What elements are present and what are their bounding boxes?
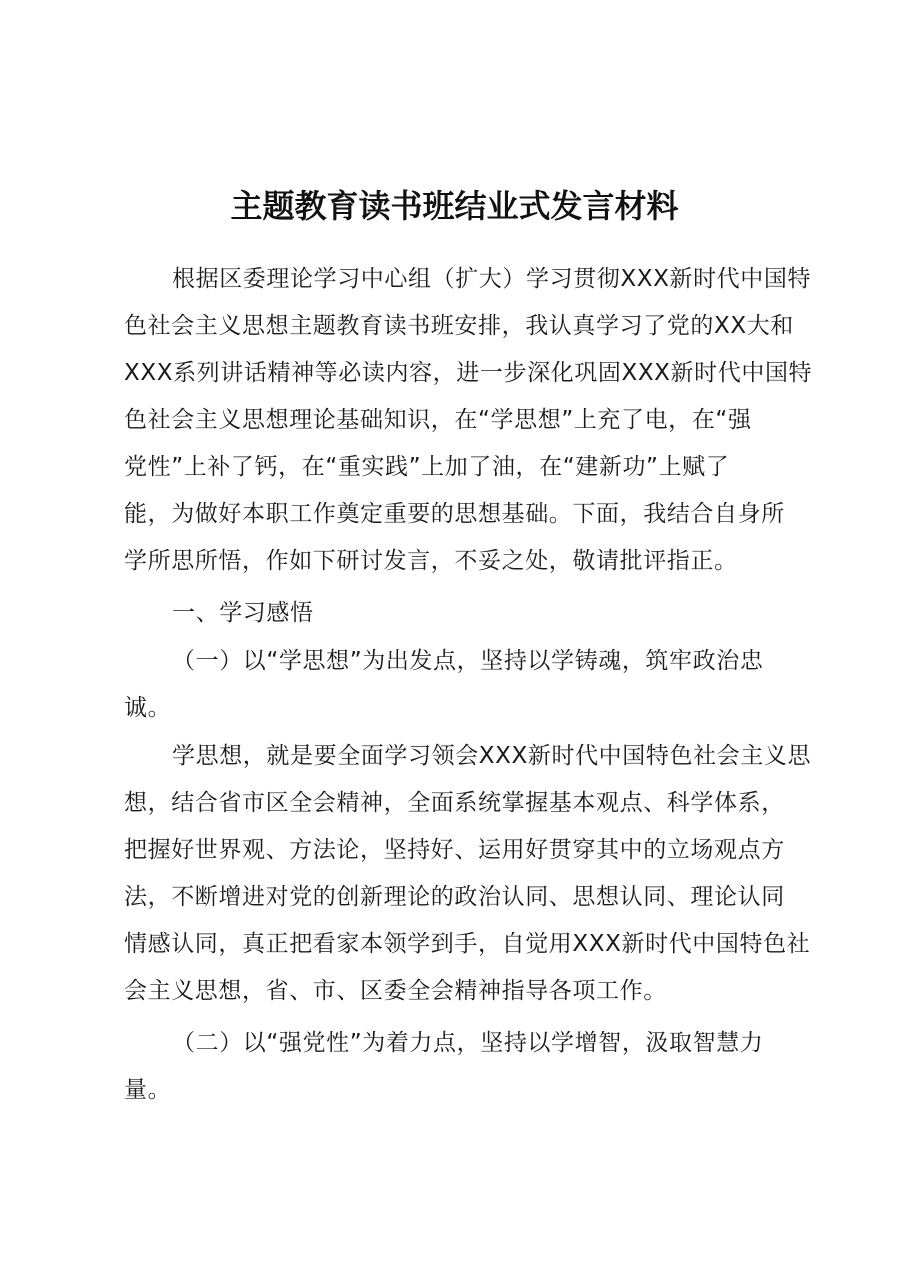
paragraph-line: 根据区委理论学习中心组（扩大）学习贯彻XXX新时代中国特 [172, 266, 812, 292]
paragraph-line: 会主义思想，省、市、区委全会精神指导各项工作。 [124, 978, 667, 1004]
subheading-line: （二）以“强党性”为着力点，坚持以学增智，汲取智慧力 [172, 1030, 764, 1056]
subheading-1 [124, 638, 824, 732]
paragraph-line: 党性”上补了钙，在“重实践”上加了油，在“建新功”上赋了 [124, 454, 730, 480]
paragraph-line: 能，为做好本职工作奠定重要的思想基础。下面，我结合自身所 [124, 501, 785, 527]
paragraph-line: 想，结合省市区全会精神，全面系统掌握基本观点、科学体系， [124, 790, 785, 816]
paragraph-line: 情感认同，真正把看家本领学到手，自觉用XXX新时代中国特色社 [124, 931, 811, 957]
paragraph-intro [124, 256, 824, 585]
paragraph-line: 把握好世界观、方法论，坚持好、运用好贯穿其中的立场观点方 [124, 837, 785, 863]
subheading-2 [124, 1020, 824, 1114]
paragraph-line: 学思想，就是要全面学习领会XXX新时代中国特色社会主义思 [172, 743, 812, 769]
paragraph-line: 色社会主义思想理论基础知识，在“学思想”上充了电，在“强 [124, 407, 752, 433]
subheading-line: 诚。 [124, 695, 172, 721]
section-heading-1 [124, 590, 824, 637]
section-heading: 一、学习感悟 [172, 600, 314, 626]
subheading-line: 量。 [124, 1077, 172, 1103]
document-title: 主题教育读书班结业式发言材料 [230, 187, 679, 225]
paragraph-line: XXX系列讲话精神等必读内容，进一步深化巩固XXX新时代中国特 [124, 360, 813, 386]
paragraph-line: 色社会主义思想主题教育读书班安排，我认真学习了党的XX大和 [124, 313, 794, 339]
paragraph-line: 法，不断增进对党的创新理论的政治认同、思想认同、理论认同 [124, 884, 785, 910]
paragraph-line: 学所思所悟，作如下研讨发言，不妥之处，敬请批评指正。 [124, 548, 738, 574]
subheading-line: （一）以“学思想”为出发点，坚持以学铸魂，筑牢政治忠 [172, 648, 764, 674]
paragraph-learning [124, 733, 824, 1015]
